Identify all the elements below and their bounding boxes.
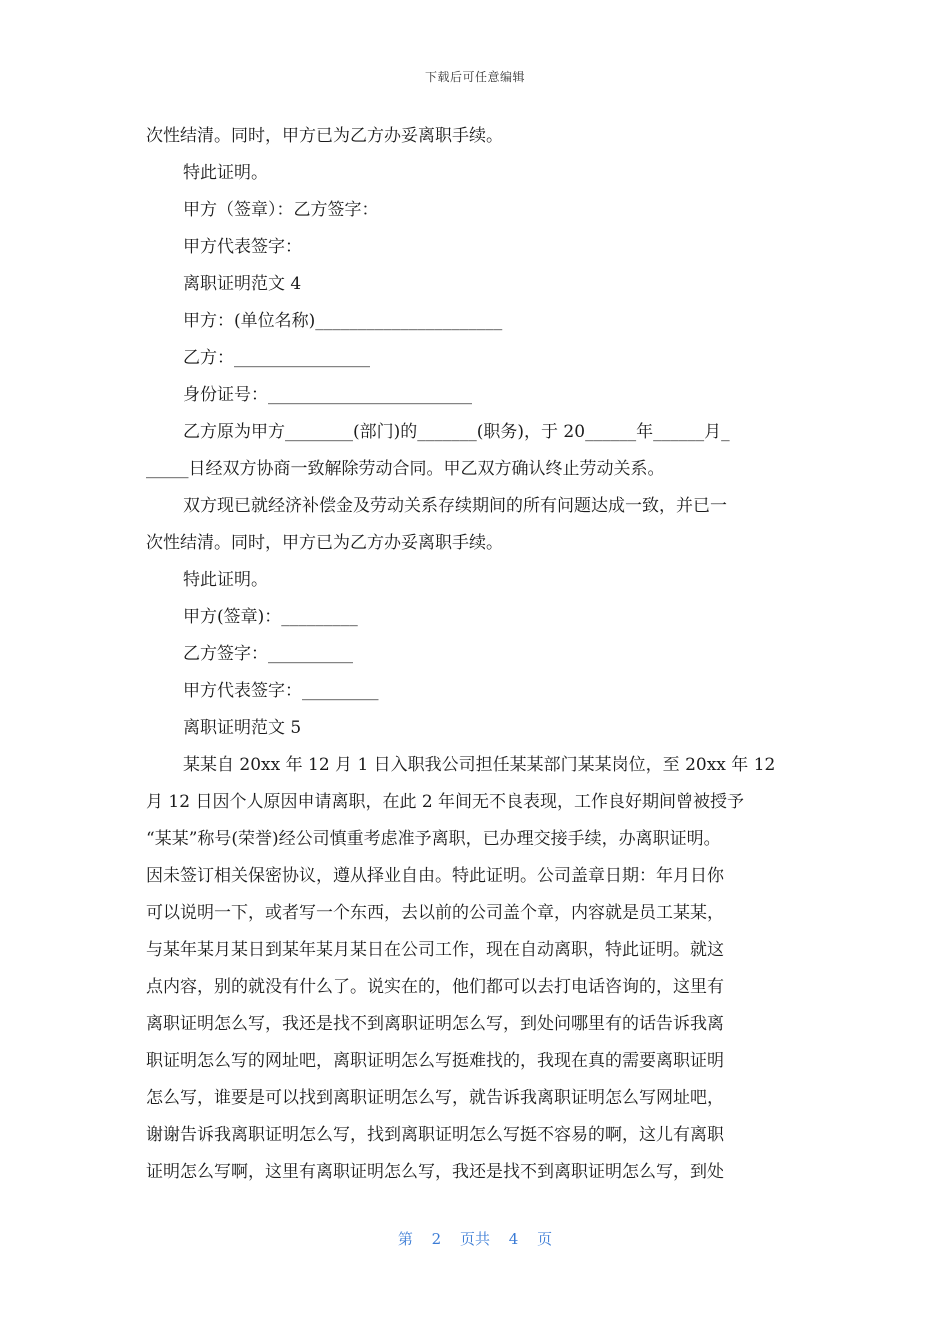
text-line: 甲方：(单位名称)______________________ [183, 311, 503, 331]
text-line: 甲方代表签字： [183, 237, 302, 257]
text-line: 次性结清。同时，甲方已为乙方办妥离职手续。 [146, 533, 503, 553]
text-line: 特此证明。 [183, 163, 268, 183]
text-line: 因未签订相关保密协议，遵从择业自由。特此证明。公司盖章日期：年月日你 [146, 866, 724, 886]
text-line: 离职证明范文 4 [183, 274, 302, 294]
text-line: 身份证号：________________________ [183, 385, 472, 405]
text-line: 离职证明范文 5 [183, 718, 302, 738]
text-line: 甲方（签章）：乙方签字： [183, 200, 379, 220]
text-line: 月 12 日因个人原因申请离职，在此 2 年间无不良表现，工作良好期间曾被授予 [146, 792, 745, 812]
document-body [146, 118, 802, 1191]
text-line: 可以说明一下，或者写一个东西，去以前的公司盖个章，内容就是员工某某， [146, 903, 724, 923]
text-line: 乙方：________________ [183, 348, 370, 368]
text-line: 乙方原为甲方________(部门)的_______(职务)，于 20______年______月_ [183, 422, 730, 442]
text-line: 离职证明怎么写，我还是找不到离职证明怎么写，到处问哪里有的话告诉我离 [146, 1014, 724, 1034]
text-line: 双方现已就经济补偿金及劳动关系存续期间的所有问题达成一致，并已一 [183, 496, 727, 516]
text-line: 乙方签字：__________ [183, 644, 353, 664]
text-line: 怎么写，谁要是可以找到离职证明怎么写，就告诉我离职证明怎么写网址吧， [146, 1088, 724, 1108]
text-line: 次性结清。同时，甲方已为乙方办妥离职手续。 [146, 126, 503, 146]
page-footer: 第 2 页共 4 页 [397, 1230, 553, 1248]
text-line: 职证明怎么写的网址吧，离职证明怎么写挺难找的，我现在真的需要离职证明 [146, 1051, 724, 1071]
text-line: 与某年某月某日到某年某月某日在公司工作，现在自动离职，特此证明。就这 [146, 940, 724, 960]
text-line: _____日经双方协商一致解除劳动合同。甲乙双方确认终止劳动关系。 [146, 459, 665, 479]
text-line: 谢谢告诉我离职证明怎么写，找到离职证明怎么写挺不容易的啊，这儿有离职 [146, 1125, 724, 1145]
text-line: 特此证明。 [183, 570, 268, 590]
page-header: 下载后可任意编辑 [424, 70, 525, 84]
text-line: 证明怎么写啊，这里有离职证明怎么写，我还是找不到离职证明怎么写，到处 [146, 1162, 724, 1182]
text-line: 甲方代表签字：_________ [183, 681, 379, 701]
text-line: “某某”称号(荣誉)经公司慎重考虑准予离职，已办理交接手续，办离职证明。 [146, 829, 721, 849]
text-line: 点内容，别的就没有什么了。说实在的，他们都可以去打电话咨询的，这里有 [146, 977, 724, 997]
text-line: 某某自 20xx 年 12 月 1 日入职我公司担任某某部门某某岗位，至 20xx 年 12 [183, 755, 776, 775]
text-line: 甲方(签章)：_________ [183, 607, 358, 627]
